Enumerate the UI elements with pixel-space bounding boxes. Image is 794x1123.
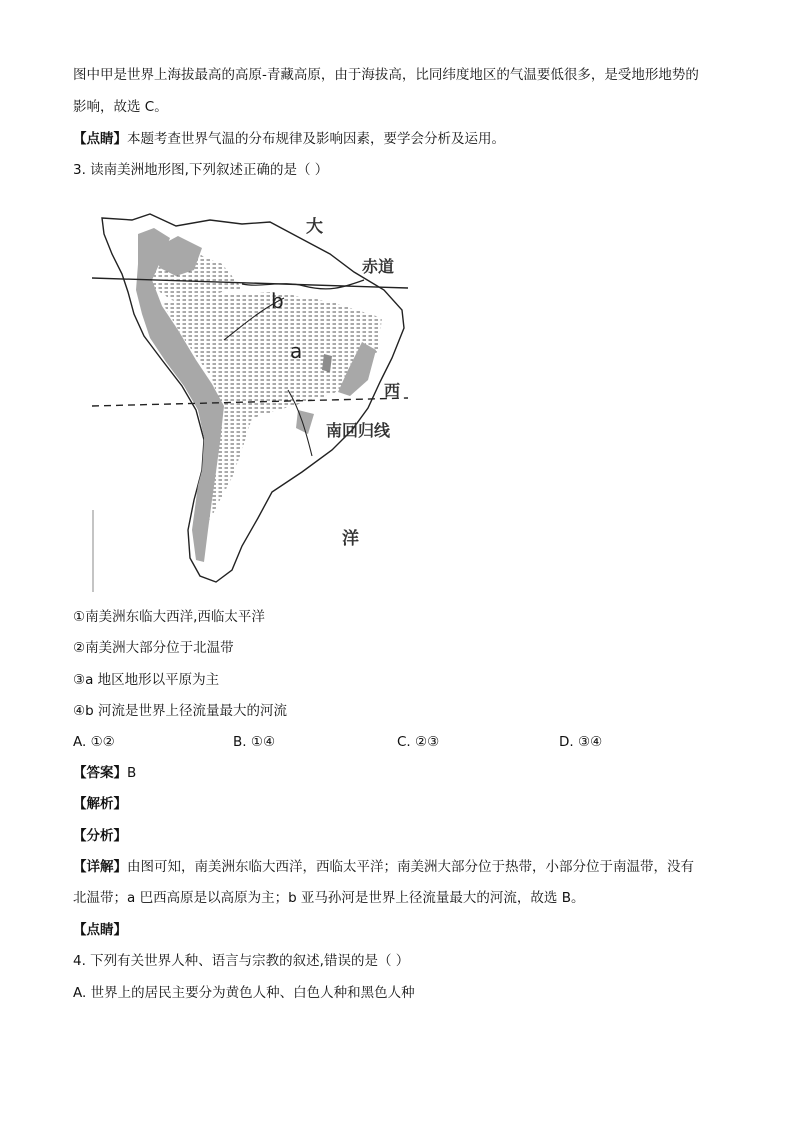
- detail-line1: [73, 858, 694, 876]
- label-b: b: [271, 289, 284, 313]
- label-yang: 洋: [342, 529, 359, 549]
- note2-tag: 【点睛】: [73, 922, 127, 938]
- label-da: 大: [306, 217, 323, 237]
- para1-line2: 影响，故选 C。: [73, 99, 168, 115]
- fenxi-tag: 【分析】: [73, 828, 127, 844]
- statement-2: ②南美洲大部分位于北温带: [73, 640, 234, 656]
- statement-1: ①南美洲东临大西洋,西临太平洋: [73, 609, 265, 625]
- south-america-map: [92, 210, 408, 592]
- q4-stem: 4. 下列有关世界人种、语言与宗教的叙述,错误的是（ ）: [73, 953, 410, 969]
- answer-tag: 【答案】: [73, 765, 127, 781]
- label-a: a: [290, 339, 303, 363]
- statement-3: ③a 地区地形以平原为主: [73, 672, 220, 688]
- note1-tag: 【点睛】: [73, 131, 127, 147]
- option-d: D. ③④: [559, 734, 603, 750]
- option-a: A. ①②: [73, 734, 115, 750]
- answer: [73, 764, 136, 782]
- answer-text: B: [127, 765, 137, 781]
- statement-4: ④b 河流是世界上径流量最大的河流: [73, 703, 287, 719]
- analysis-tag: 【解析】: [73, 796, 127, 812]
- detail-text1: 由图可知，南美洲东临大西洋，西临太平洋；南美洲大部分位于热带，小部分位于南温带，没有: [127, 859, 694, 875]
- option-c: C. ②③: [397, 734, 440, 750]
- para1-line1: 图中甲是世界上海拔最高的高原-青藏高原，由于海拔高，比同纬度地区的气温要低很多，是受地形地势的: [73, 67, 699, 83]
- note1-text: 本题考查世界气温的分布规律及影响因素，要学会分析及运用。: [127, 131, 505, 147]
- note1: [73, 130, 505, 148]
- detail-tag: 【详解】: [73, 859, 127, 875]
- q4-option-a: A. 世界上的居民主要分为黄色人种、白色人种和黑色人种: [73, 985, 415, 1001]
- q3-stem: 3. 读南美洲地形图,下列叙述正确的是（ ）: [73, 162, 329, 178]
- option-b: B. ①④: [233, 734, 276, 750]
- detail-line2: 北温带；a 巴西高原是以高原为主；b 亚马孙河是世界上径流量最大的河流，故选 B。: [73, 890, 585, 906]
- label-equator: 赤道: [362, 257, 395, 276]
- label-xi: 西: [384, 381, 401, 400]
- label-tropic: 南回归线: [326, 421, 391, 440]
